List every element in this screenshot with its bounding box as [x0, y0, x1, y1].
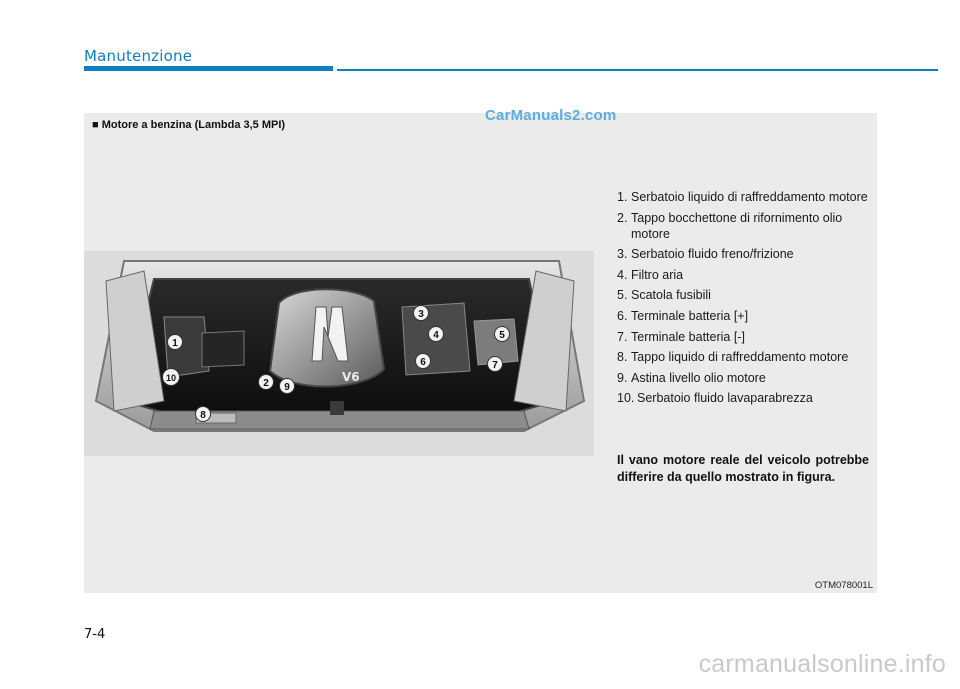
callout-8 — [196, 407, 211, 422]
svg-text:2: 2 — [263, 378, 269, 389]
callout-4 — [429, 327, 444, 342]
callout-3 — [414, 306, 429, 321]
callout-9 — [280, 379, 295, 394]
svg-text:3: 3 — [418, 309, 424, 320]
legend-item: 3. Serbatoio fluido freno/frizione — [617, 247, 794, 262]
engine-bay-illustration — [84, 251, 594, 456]
callout-6 — [416, 354, 431, 369]
figure-note: Il vano motore reale del veicolo potrebbe differire da quello mostrato in figura. — [617, 453, 869, 484]
legend-item: 1. Serbatoio liquido di raffreddamento motore — [617, 190, 868, 204]
svg-text:4: 4 — [433, 330, 439, 341]
svg-text:7: 7 — [492, 360, 498, 371]
legend-item: 2. Tappo bocchettone di rifornimento olio motore — [617, 210, 843, 241]
component-legend — [617, 189, 869, 411]
legend-item: 9. Astina livello olio motore — [617, 370, 766, 385]
callout-1 — [168, 335, 183, 350]
legend-item: 10. Serbatoio fluido lavaparabrezza — [617, 391, 813, 406]
header-rule-thick — [84, 66, 333, 71]
callout-7 — [488, 357, 503, 372]
svg-text:9: 9 — [284, 382, 290, 393]
engine-badge: V6 — [342, 370, 360, 384]
header-rule-thin — [337, 69, 938, 71]
svg-text:10: 10 — [165, 373, 177, 383]
footer-watermark[interactable]: carmanualsonline.info — [698, 650, 946, 678]
legend-item: 4. Filtro aria — [617, 267, 684, 282]
svg-text:6: 6 — [420, 357, 426, 368]
callout-10 — [163, 369, 180, 386]
legend-item: 7. Terminale batteria [-] — [617, 329, 745, 344]
legend-item: 8. Tappo liquido di raffreddamento motore — [617, 350, 849, 365]
legend-item: 6. Terminale batteria [+] — [617, 308, 749, 323]
callout-2 — [259, 375, 274, 390]
section-title: Manutenzione — [84, 47, 193, 65]
svg-text:5: 5 — [499, 330, 505, 341]
page-number: 7-4 — [84, 627, 106, 642]
watermark-link[interactable]: CarManuals2.com — [485, 107, 617, 124]
figure-caption: ■ Motore a benzina (Lambda 3,5 MPI) — [92, 119, 286, 131]
figure-code: OTM078001L — [814, 580, 873, 591]
callout-5 — [495, 327, 510, 342]
legend-item: 5. Scatola fusibili — [617, 288, 711, 303]
svg-text:8: 8 — [200, 410, 206, 421]
svg-text:1: 1 — [172, 338, 178, 349]
engine-figure — [84, 107, 877, 593]
